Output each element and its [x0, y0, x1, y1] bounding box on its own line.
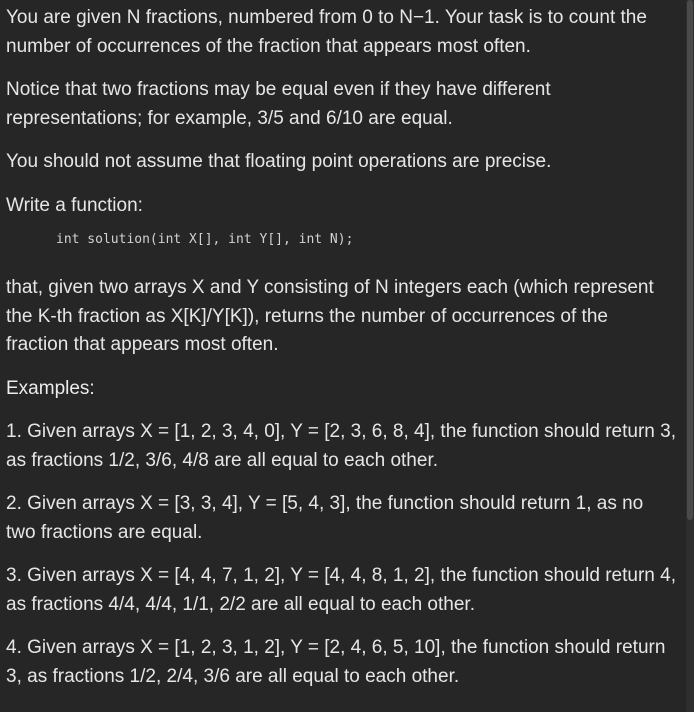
- notice-paragraph: [6, 76, 686, 133]
- example-line: as fractions 4/4, 4/4, 1/1, 2/2 are all equal to each other.: [6, 593, 475, 615]
- write-function-paragraph: [6, 192, 686, 221]
- examples-heading: [6, 375, 686, 404]
- example-line: 3, as fractions 1/2, 2/4, 3/6 are all equal to each other.: [6, 665, 460, 687]
- description-line: the K-th fraction as X[K]/Y[K]), returns the number of occurrences of the: [6, 305, 608, 327]
- vertical-scrollbar[interactable]: [686, 0, 694, 712]
- scrollbar-thumb[interactable]: [687, 0, 693, 520]
- description-line: fraction that appears most often.: [6, 334, 279, 355]
- description-paragraph: [6, 274, 686, 360]
- intro-line: number of occurrences of the fraction that appears most often.: [6, 35, 531, 57]
- example-line: 1. Given arrays X = [1, 2, 3, 4, 0], Y = [2, 3, 6, 8, 4], the function should return 3,: [6, 421, 676, 442]
- notice-line: Notice that two fractions may be equal even if they have different: [6, 79, 551, 100]
- description-line: that, given two arrays X and Y consisting of N integers each (which represent: [6, 277, 654, 298]
- floating-point-line: You should not assume that floating point operations are precise.: [6, 151, 552, 172]
- notice-line: representations; for example, 3/5 and 6/10 are equal.: [6, 107, 453, 129]
- write-function-line: Write a function:: [6, 194, 143, 216]
- example-1: [6, 418, 686, 475]
- example-2: [6, 490, 686, 547]
- example-4: [6, 634, 686, 691]
- example-line: 3. Given arrays X = [4, 4, 7, 1, 2], Y = [4, 4, 8, 1, 2], the function should return 4,: [6, 565, 676, 586]
- floating-point-paragraph: [6, 148, 686, 177]
- function-signature: int solution(int X[], int Y[], int N);: [56, 232, 354, 247]
- example-line: two fractions are equal.: [6, 521, 203, 543]
- intro-line: You are given N fractions, numbered from 0 to N−1. Your task is to count the: [6, 7, 647, 28]
- example-line: 4. Given arrays X = [1, 2, 3, 1, 2], Y = [2, 4, 6, 5, 10], the function should return: [6, 637, 666, 658]
- example-3: [6, 562, 686, 619]
- problem-statement: [6, 4, 686, 706]
- intro-paragraph: [6, 4, 686, 61]
- examples-label: Examples:: [6, 377, 95, 399]
- example-line: 2. Given arrays X = [3, 3, 4], Y = [5, 4, 3], the function should return 1, as no: [6, 493, 644, 514]
- example-line: as fractions 1/2, 3/6, 4/8 are all equal to each other.: [6, 449, 438, 471]
